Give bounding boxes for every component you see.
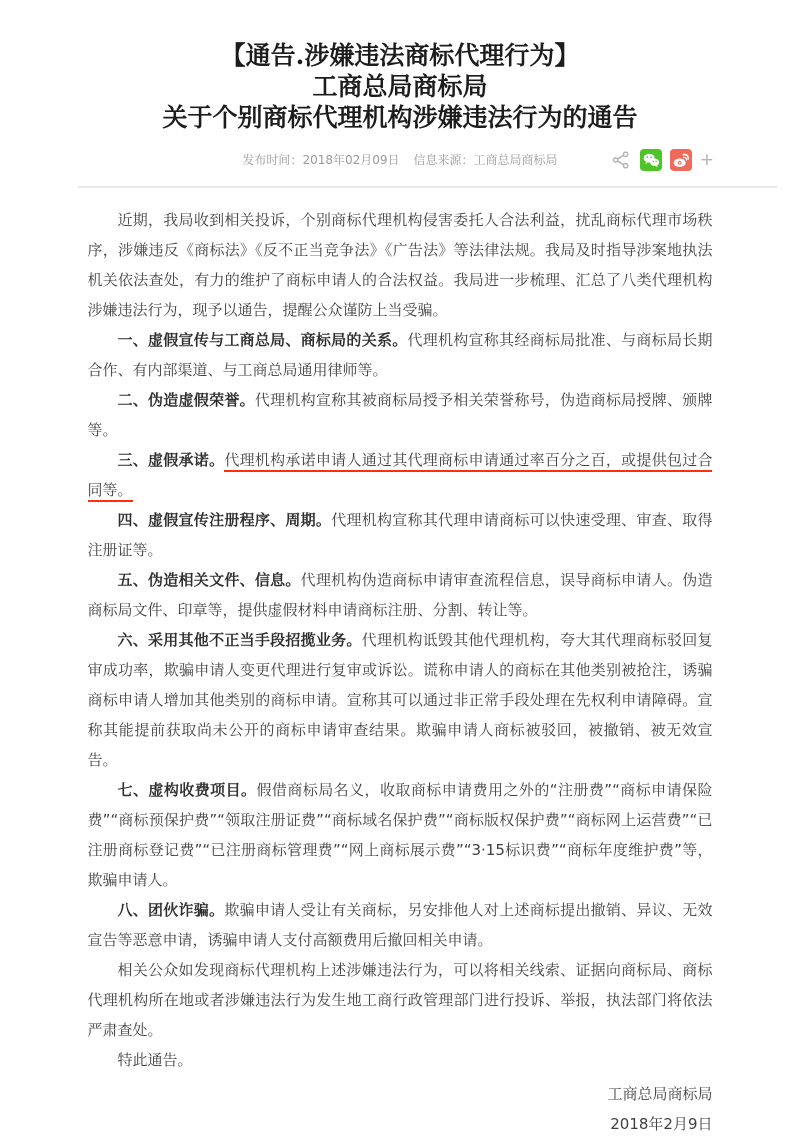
paragraph-section-8 [88, 895, 713, 955]
title-line-3: 关于个别商标代理机构涉嫌违法行为的通告 [162, 103, 638, 132]
more-share-button[interactable]: + [699, 150, 714, 170]
section-2-text: 代理机构宣称其被商标局授予相关荣誉称号，伪造商标局授牌、颁牌等。 [87, 391, 713, 439]
title-line-1: 【通告.涉嫌违法商标代理行为】 [220, 41, 580, 70]
paragraph-section-1 [88, 325, 713, 385]
signature-signer: 工商总局商标局 [607, 1085, 713, 1103]
header-divider [78, 186, 777, 188]
section-1-heading: 一、虚假宣传与工商总局、商标局的关系。 [117, 331, 408, 349]
info-source-value: 工商总局商标局 [473, 153, 558, 167]
page-title [0, 40, 800, 133]
section-1-text: 代理机构宣称其经商标局批准、与商标局长期合作、有内部渠道、与工商总局通用律师等。 [87, 331, 713, 379]
paragraph-closing [88, 1045, 713, 1075]
publish-time [242, 153, 399, 167]
section-6-heading: 六、采用其他不正当手段招揽业务。 [117, 631, 362, 649]
paragraph-section-4 [88, 505, 713, 565]
section-4-text: 代理机构宣称其代理申请商标可以快速受理、审查、取得注册证等。 [87, 511, 713, 559]
paragraph-section-7 [88, 775, 713, 895]
share-bar [610, 147, 714, 173]
section-8-heading: 八、团伙诈骗。 [117, 901, 225, 919]
section-3-text-underlined: 代理机构承诺申请人通过其代理商标申请通过率百分之百，或提供包过合同等。 [88, 451, 713, 502]
paragraph-intro [88, 205, 713, 325]
wechat-share-icon[interactable] [640, 149, 662, 171]
section-5-text: 代理机构伪造商标申请审查流程信息，误导商标申请人。伪造商标局文件、印章等，提供虚假材料申请商标注册、分割、转让等。 [87, 571, 713, 619]
title-line-2: 工商总局商标局 [312, 72, 488, 101]
paragraph-section-6 [88, 625, 713, 775]
article-body [88, 205, 713, 1139]
info-source [414, 153, 558, 167]
section-2-heading: 二、伪造虚假荣誉。 [117, 391, 255, 409]
share-icon[interactable] [610, 149, 632, 171]
meta-row [0, 147, 800, 173]
section-6-text: 代理机构诋毁其他代理机构，夸大其代理商标驳回复审成功率，欺骗申请人变更代理进行复审或诉讼。谎称申请人的商标在其他类别被抢注，诱骗商标申请人增加其他类别的商标申请。宣称其可以通过非正常手段处理在先权利申请障碍。宣称其能提前获取尚未公开的商标申请审查结果。欺骗申请人商标被驳回，被撤销、被无效宣告。 [87, 631, 713, 769]
signature-block [88, 1079, 713, 1139]
info-source-label: 信息来源： [413, 153, 474, 167]
weibo-share-icon[interactable] [670, 149, 692, 171]
paragraph-text: 近期，我局收到相关投诉，个别商标代理机构侵害委托人合法利益，扰乱商标代理市场秩序，涉嫌违反《商标法》《反不正当竞争法》《广告法》等法律法规。我局及时指导涉案地执法机关依法查处，有力的维护了商标申请人的合法权益。我局进一步梳理、汇总了八类代理机构涉嫌违法行为，现予以通告，提醒公众谨防上当受骗。 [87, 211, 713, 319]
section-8-text: 欺骗申请人受让有关商标，另安排他人对上述商标提出撤销、异议、无效宣告等恶意申请，诱骗申请人支付高额费用后撤回相关申请。 [87, 901, 713, 949]
section-7-text: 假借商标局名义，收取商标申请费用之外的“注册费”“商标申请保险费”“商标预保护费”“领取注册证费”“商标域名保护费”“商标版权保护费”“商标网上运营费”“已注册商标登记费”“已注册商标管理费”“网上商标展示费”“3·15标识费”“商标年度维护费”等，欺骗申请人。 [87, 781, 713, 889]
section-7-heading: 七、虚构收费项目。 [117, 781, 257, 799]
signature-date: 2018年2月9日 [610, 1115, 713, 1133]
section-3-heading: 三、虚假承诺。 [117, 451, 225, 469]
paragraph-section-2 [88, 385, 713, 445]
publish-time-value: 2018年02月09日 [302, 153, 400, 167]
paragraph-section-3 [88, 445, 713, 505]
paragraph-text: 相关公众如发现商标代理机构上述涉嫌违法行为，可以将相关线索、证据向商标局、商标代理机构所在地或者涉嫌违法行为发生地工商行政管理部门进行投诉、举报，执法部门将依法严肃查处。 [87, 961, 713, 1039]
paragraph-report-channels [88, 955, 713, 1045]
section-4-heading: 四、虚假宣传注册程序、周期。 [117, 511, 332, 529]
section-5-heading: 五、伪造相关文件、信息。 [117, 571, 301, 589]
paragraph-section-5 [88, 565, 713, 625]
publish-time-label: 发布时间： [242, 153, 303, 167]
paragraph-text: 特此通告。 [117, 1051, 193, 1069]
